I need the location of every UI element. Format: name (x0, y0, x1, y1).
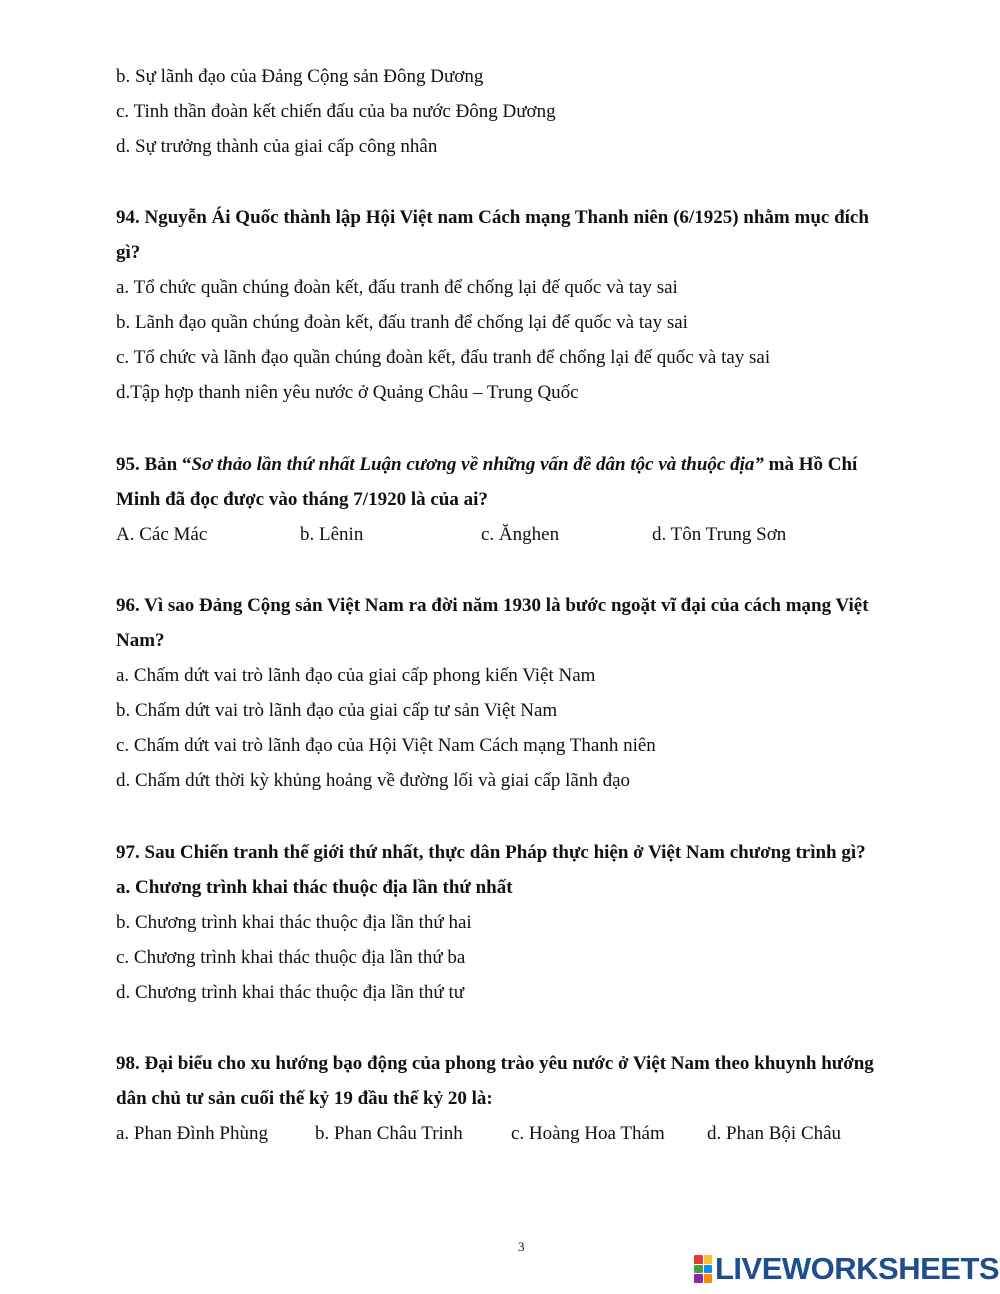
q95-option-a: A. Các Mác (116, 524, 208, 545)
q97-option-c: c. Chương trình khai thác thuộc địa lần thứ ba (116, 947, 466, 968)
question-94-text: 94. Nguyễn Ái Quốc thành lập Hội Việt nam Cách mạng Thanh niên (6/1925) nhằm mục đích (116, 207, 869, 228)
page-number: 3 (518, 1239, 525, 1254)
question-96-text-cont: Nam? (116, 630, 165, 651)
q98-option-c: c. Hoàng Hoa Thám (511, 1123, 665, 1144)
q95-option-c: c. Ănghen (481, 524, 560, 545)
q95-option-b: b. Lênin (300, 524, 364, 545)
q95-suffix: mà Hồ Chí (763, 454, 858, 475)
question-94-text-cont: gì? (116, 242, 141, 263)
q98-option-a: a. Phan Đình Phùng (116, 1123, 268, 1144)
question-97-text: 97. Sau Chiến tranh thế giới thứ nhất, thực dân Pháp thực hiện ở Việt Nam chương trình gì? (116, 842, 866, 863)
q96-option-c: c. Chấm dứt vai trò lãnh đạo của Hội Việt Nam Cách mạng Thanh niên (116, 735, 656, 756)
question-98-text-cont: dân chủ tư sản cuối thế kỷ 19 đầu thế kỷ 20 là: (116, 1088, 493, 1109)
option-c: c. Tinh thần đoàn kết chiến đấu của ba nước Đông Dương (116, 101, 556, 122)
q94-option-b: b. Lãnh đạo quần chúng đoàn kết, đấu tranh để chống lại đế quốc và tay sai (116, 312, 688, 333)
q95-option-d: d. Tôn Trung Sơn (652, 524, 787, 545)
question-95-text-cont: Minh đã đọc được vào tháng 7/1920 là của ai? (116, 489, 488, 510)
liveworksheets-logo (694, 1252, 999, 1286)
q98-option-b: b. Phan Châu Trinh (315, 1123, 463, 1144)
question-96-text: 96. Vì sao Đảng Cộng sản Việt Nam ra đời năm 1930 là bước ngoặt vĩ đại của cách mạng Việt (116, 595, 869, 616)
question-98-text: 98. Đại biểu cho xu hướng bạo động của phong trào yêu nước ở Việt Nam theo khuynh hướng (116, 1053, 874, 1074)
option-d: d. Sự trưởng thành của giai cấp công nhân (116, 136, 438, 157)
q97-option-b: b. Chương trình khai thác thuộc địa lần thứ hai (116, 912, 472, 933)
logo-cell (694, 1265, 703, 1274)
q94-option-c: c. Tổ chức và lãnh đạo quần chúng đoàn kết, đấu tranh để chống lại đế quốc và tay sai (116, 347, 771, 368)
logo-cell (694, 1255, 703, 1264)
logo-cell (704, 1265, 713, 1274)
q96-option-a: a. Chấm dứt vai trò lãnh đạo của giai cấp phong kiến Việt Nam (116, 665, 596, 686)
logo-cell (704, 1255, 713, 1264)
brand-name: LIVEWORKSHEETS (715, 1251, 1000, 1286)
logo-grid-icon (694, 1255, 712, 1283)
q96-option-b: b. Chấm dứt vai trò lãnh đạo của giai cấp tư sản Việt Nam (116, 700, 558, 721)
q94-option-a: a. Tổ chức quần chúng đoàn kết, đấu tranh để chống lại đế quốc và tay sai (116, 277, 678, 298)
q95-title-italic: Sơ thảo lần thứ nhất Luận cương về những vấn đề dân tộc và thuộc địa” (191, 454, 764, 475)
q95-prefix: 95. Bản “ (116, 454, 192, 475)
q96-option-d: d. Chấm dứt thời kỳ khủng hoảng về đường lối và giai cấp lãnh đạo (116, 770, 631, 791)
question-95-text (116, 453, 857, 477)
q98-option-d: d. Phan Bội Châu (707, 1123, 842, 1144)
option-b: b. Sự lãnh đạo của Đảng Cộng sản Đông Dương (116, 66, 484, 87)
q94-option-d: d.Tập hợp thanh niên yêu nước ở Quảng Châu – Trung Quốc (116, 382, 579, 403)
q97-option-d: d. Chương trình khai thác thuộc địa lần thứ tư (116, 982, 465, 1003)
q97-option-a: a. Chương trình khai thác thuộc địa lần thứ nhất (116, 877, 513, 898)
logo-cell (694, 1274, 703, 1283)
logo-cell (704, 1274, 713, 1283)
